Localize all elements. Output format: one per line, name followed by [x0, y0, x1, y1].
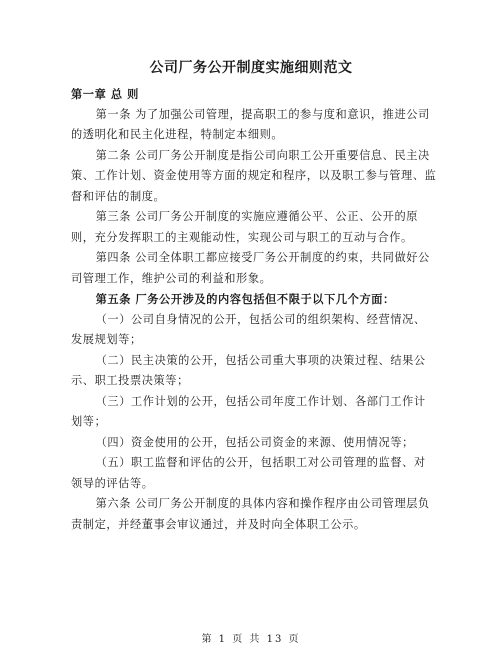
article-5-item-5: （五）职工监督和评估的公开，包括职工对公司管理的监督、对领导的评估等。 — [71, 456, 426, 490]
article-4: 第四条 公司全体职工都应接受厂务公开制度的约束，共同做好公司管理工作，维护公司的利益和形象。 — [71, 251, 430, 285]
article-5-item-3: （三）工作计划的公开，包括公司年度工作计划、各部门工作计划等； — [71, 394, 426, 428]
chapter-heading: 第一章 总 则 — [71, 87, 139, 101]
article-6: 第六条 公司厂务公开制度的具体内容和操作程序由公司管理层负责制定，并经董事会审议通过，并及时向全体职工公示。 — [71, 497, 430, 531]
article-1: 第一条 为了加强公司管理，提高职工的参与度和意识，推进公司的透明化和民主化进程，特制定本细则。 — [71, 107, 430, 141]
article-2: 第二条 公司厂务公开制度是指公司向职工公开重要信息、民主决策、工作计划、资金使用等方面的规定和程序，以及职工参与管理、监督和评估的制度。 — [71, 148, 437, 203]
document-body — [71, 84, 437, 535]
article-5-heading: 第五条 厂务公开涉及的内容包括但不限于以下几个方面： — [95, 292, 395, 306]
article-5-item-4: （四）资金使用的公开，包括公司资金的来源、使用情况等； — [95, 435, 414, 449]
article-5-item-1: （一）公司自身情况的公开，包括公司的组织架构、经营情况、发展规划等； — [71, 312, 426, 346]
document-title: 公司厂务公开制度实施细则范文 — [149, 60, 353, 76]
article-3: 第三条 公司厂务公开制度的实施应遵循公平、公正、公开的原则，充分发挥职工的主观能动性，实现公司与职工的互动与合作。 — [71, 210, 419, 244]
page-number: 第 1 页 共 13 页 — [201, 634, 301, 645]
article-5-item-2: （二）民主决策的公开，包括公司重大事项的决策过程、结果公示、职工投票决策等； — [71, 353, 426, 387]
